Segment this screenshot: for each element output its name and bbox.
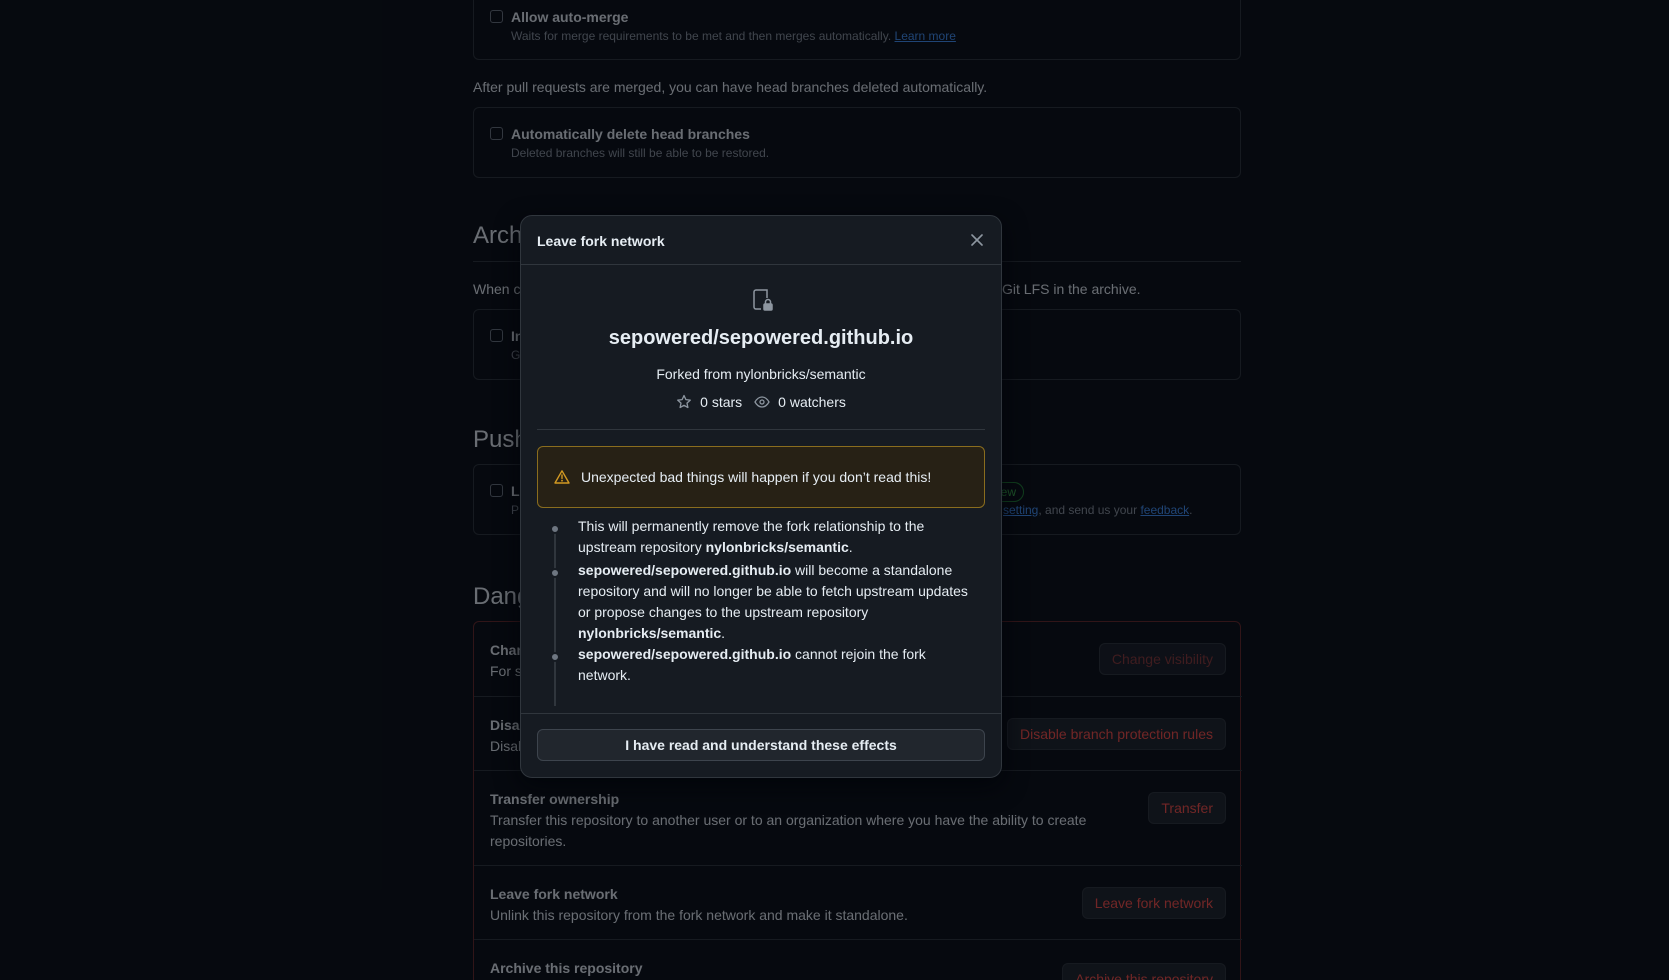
close-icon[interactable] [965,228,989,252]
effect-item: This will permanently remove the fork relationship to the upstream repository nylonbricks/semantic. [578,518,925,555]
warning-text: Unexpected bad things will happen if you don’t read this! [581,469,932,485]
stars-count: 0 stars [700,394,743,410]
leave-fork-dialog [520,215,1002,778]
star-icon [676,394,692,410]
timeline-line [554,524,556,706]
warning-banner [537,446,985,508]
watchers-stat [754,394,846,410]
repo-name: sepowered/sepowered.github.io [608,327,914,349]
dialog-footer-divider [521,713,1001,714]
effect-item: sepowered/sepowered.github.io will become a standalone repository and will no longer be able to fetch upstream updates or propose changes to the upstream repository nylonbricks/semantic. [578,562,968,641]
effect-item: sepowered/sepowered.github.io cannot rejoin the fork network. [578,646,926,683]
eye-icon [754,394,770,410]
dialog-title: Leave fork network [537,233,665,249]
timeline-dot [550,568,560,578]
confirm-understand-button[interactable]: I have read and understand these effects [537,729,985,761]
stars-stat [676,394,742,410]
alert-icon [554,469,570,485]
forked-from: Forked from nylonbricks/semantic [656,366,866,382]
dialog-divider [537,429,985,430]
repo-stats [521,394,1001,410]
timeline-dot [550,652,560,662]
repo-lock-icon [750,288,774,312]
dialog-header [521,216,1001,265]
watchers-count: 0 watchers [778,394,846,410]
timeline-dot [550,524,560,534]
